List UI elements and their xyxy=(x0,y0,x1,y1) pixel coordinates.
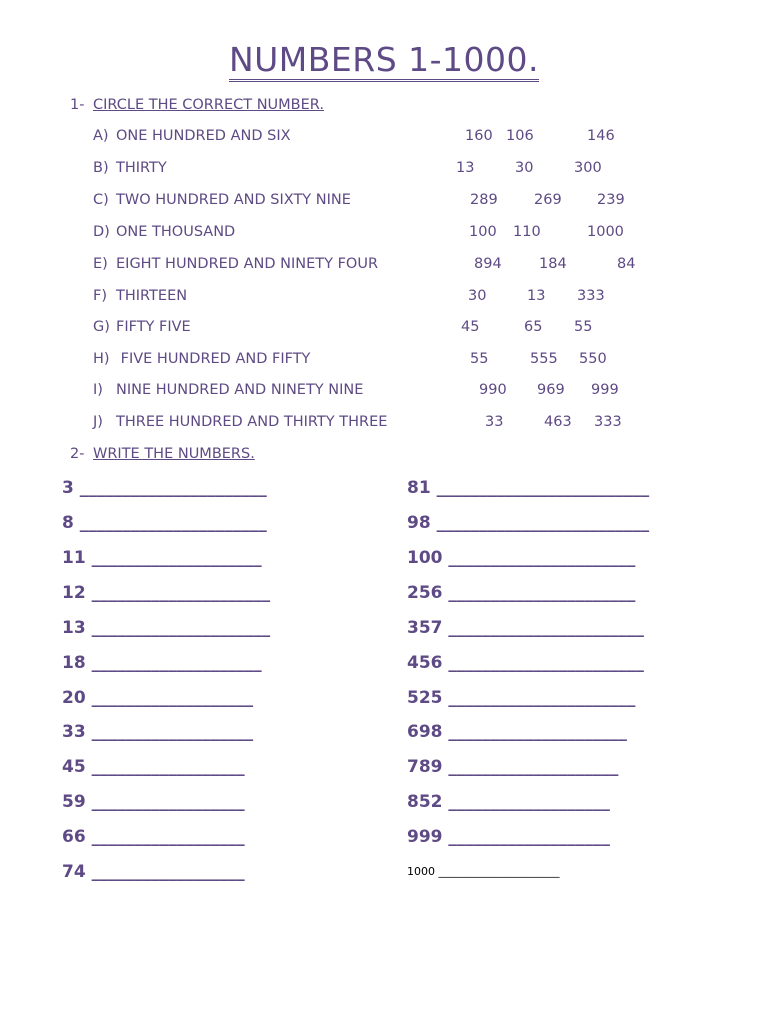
answer-option[interactable]: 100 xyxy=(469,224,497,240)
write-number-line[interactable]: 59 __________________ xyxy=(62,792,245,812)
answer-option[interactable]: 13 xyxy=(456,160,475,176)
question-row xyxy=(93,351,673,371)
question-text: FIFTY FIVE xyxy=(116,319,191,335)
question-letter: C) xyxy=(93,192,109,208)
answer-option[interactable]: 289 xyxy=(470,192,498,208)
question-text: EIGHT HUNDRED AND NINETY FOUR xyxy=(116,256,379,272)
question-text: ONE THOUSAND xyxy=(116,224,236,240)
section-1-number: 1- xyxy=(70,97,85,113)
answer-option[interactable]: 990 xyxy=(479,382,507,398)
question-letter: A) xyxy=(93,128,109,144)
write-number-line[interactable]: 18 ____________________ xyxy=(62,653,262,673)
write-number-line[interactable]: 33 ___________________ xyxy=(62,722,254,742)
question-row xyxy=(93,128,673,148)
question-row xyxy=(93,160,673,180)
answer-option[interactable]: 463 xyxy=(544,414,572,430)
answer-option[interactable]: 1000 xyxy=(587,224,624,240)
write-number-line[interactable]: 525 ______________________ xyxy=(407,688,636,708)
question-row xyxy=(93,414,673,434)
question-text: FIVE HUNDRED AND FIFTY xyxy=(116,351,311,367)
write-number-line[interactable]: 1000 ______________________ xyxy=(407,865,560,878)
write-number-line[interactable]: 11 ____________________ xyxy=(62,548,262,568)
question-row xyxy=(93,288,673,308)
answer-option[interactable]: 33 xyxy=(485,414,504,430)
write-number-line[interactable]: 256 ______________________ xyxy=(407,583,636,603)
answer-option[interactable]: 65 xyxy=(524,319,543,335)
answer-option[interactable]: 30 xyxy=(515,160,534,176)
section-2-heading xyxy=(70,446,255,462)
answer-option[interactable]: 555 xyxy=(530,351,558,367)
answer-option[interactable]: 333 xyxy=(594,414,622,430)
section-1-heading xyxy=(70,97,324,113)
section-2-number: 2- xyxy=(70,446,85,462)
write-number-line[interactable]: 789 ____________________ xyxy=(407,757,619,777)
question-text: THREE HUNDRED AND THIRTY THREE xyxy=(116,414,388,430)
answer-option[interactable]: 160 xyxy=(465,128,493,144)
write-number-line[interactable]: 852 ___________________ xyxy=(407,792,610,812)
question-row xyxy=(93,224,673,244)
answer-option[interactable]: 106 xyxy=(506,128,534,144)
section-1-title: CIRCLE THE CORRECT NUMBER. xyxy=(93,97,324,113)
question-text: THIRTEEN xyxy=(116,288,188,304)
answer-option[interactable]: 269 xyxy=(534,192,562,208)
write-number-line[interactable]: 45 __________________ xyxy=(62,757,245,777)
write-number-line[interactable]: 98 _________________________ xyxy=(407,513,650,533)
answer-option[interactable]: 55 xyxy=(470,351,489,367)
question-letter: D) xyxy=(93,224,110,240)
question-text: ONE HUNDRED AND SIX xyxy=(116,128,291,144)
write-number-line[interactable]: 698 _____________________ xyxy=(407,722,627,742)
title-text: NUMBERS 1-1000. xyxy=(229,40,539,82)
question-letter: I) xyxy=(93,382,103,398)
answer-option[interactable]: 969 xyxy=(537,382,565,398)
answer-option[interactable]: 146 xyxy=(587,128,615,144)
write-number-line[interactable]: 81 _________________________ xyxy=(407,478,650,498)
question-letter: G) xyxy=(93,319,110,335)
question-letter: B) xyxy=(93,160,109,176)
answer-option[interactable]: 45 xyxy=(461,319,480,335)
question-row xyxy=(93,319,673,339)
answer-option[interactable]: 550 xyxy=(579,351,607,367)
write-number-line[interactable]: 100 ______________________ xyxy=(407,548,636,568)
answer-option[interactable]: 333 xyxy=(577,288,605,304)
question-letter: H) xyxy=(93,351,110,367)
question-row xyxy=(93,382,673,402)
write-number-line[interactable]: 8 ______________________ xyxy=(62,513,267,533)
question-row xyxy=(93,192,673,212)
answer-option[interactable]: 999 xyxy=(591,382,619,398)
answer-option[interactable]: 30 xyxy=(468,288,487,304)
write-number-line[interactable]: 74 __________________ xyxy=(62,862,245,882)
answer-option[interactable]: 55 xyxy=(574,319,593,335)
question-text: NINE HUNDRED AND NINETY NINE xyxy=(116,382,364,398)
answer-option[interactable]: 894 xyxy=(474,256,502,272)
write-number-line[interactable]: 66 __________________ xyxy=(62,827,245,847)
worksheet-title xyxy=(0,40,768,79)
question-row xyxy=(93,256,673,276)
answer-option[interactable]: 239 xyxy=(597,192,625,208)
answer-option[interactable]: 13 xyxy=(527,288,546,304)
answer-option[interactable]: 84 xyxy=(617,256,636,272)
write-number-line[interactable]: 13 _____________________ xyxy=(62,618,271,638)
answer-option[interactable]: 184 xyxy=(539,256,567,272)
answer-option[interactable]: 300 xyxy=(574,160,602,176)
question-text: THIRTY xyxy=(116,160,167,176)
answer-option[interactable]: 110 xyxy=(513,224,541,240)
question-text: TWO HUNDRED AND SIXTY NINE xyxy=(116,192,351,208)
question-letter: E) xyxy=(93,256,108,272)
write-number-line[interactable]: 456 _______________________ xyxy=(407,653,644,673)
write-number-line[interactable]: 20 ___________________ xyxy=(62,688,254,708)
write-number-line[interactable]: 999 ___________________ xyxy=(407,827,610,847)
write-number-line[interactable]: 357 _______________________ xyxy=(407,618,644,638)
question-letter: J) xyxy=(93,414,103,430)
question-letter: F) xyxy=(93,288,107,304)
write-number-line[interactable]: 12 _____________________ xyxy=(62,583,271,603)
section-2-title: WRITE THE NUMBERS. xyxy=(93,446,255,462)
write-number-line[interactable]: 3 ______________________ xyxy=(62,478,267,498)
